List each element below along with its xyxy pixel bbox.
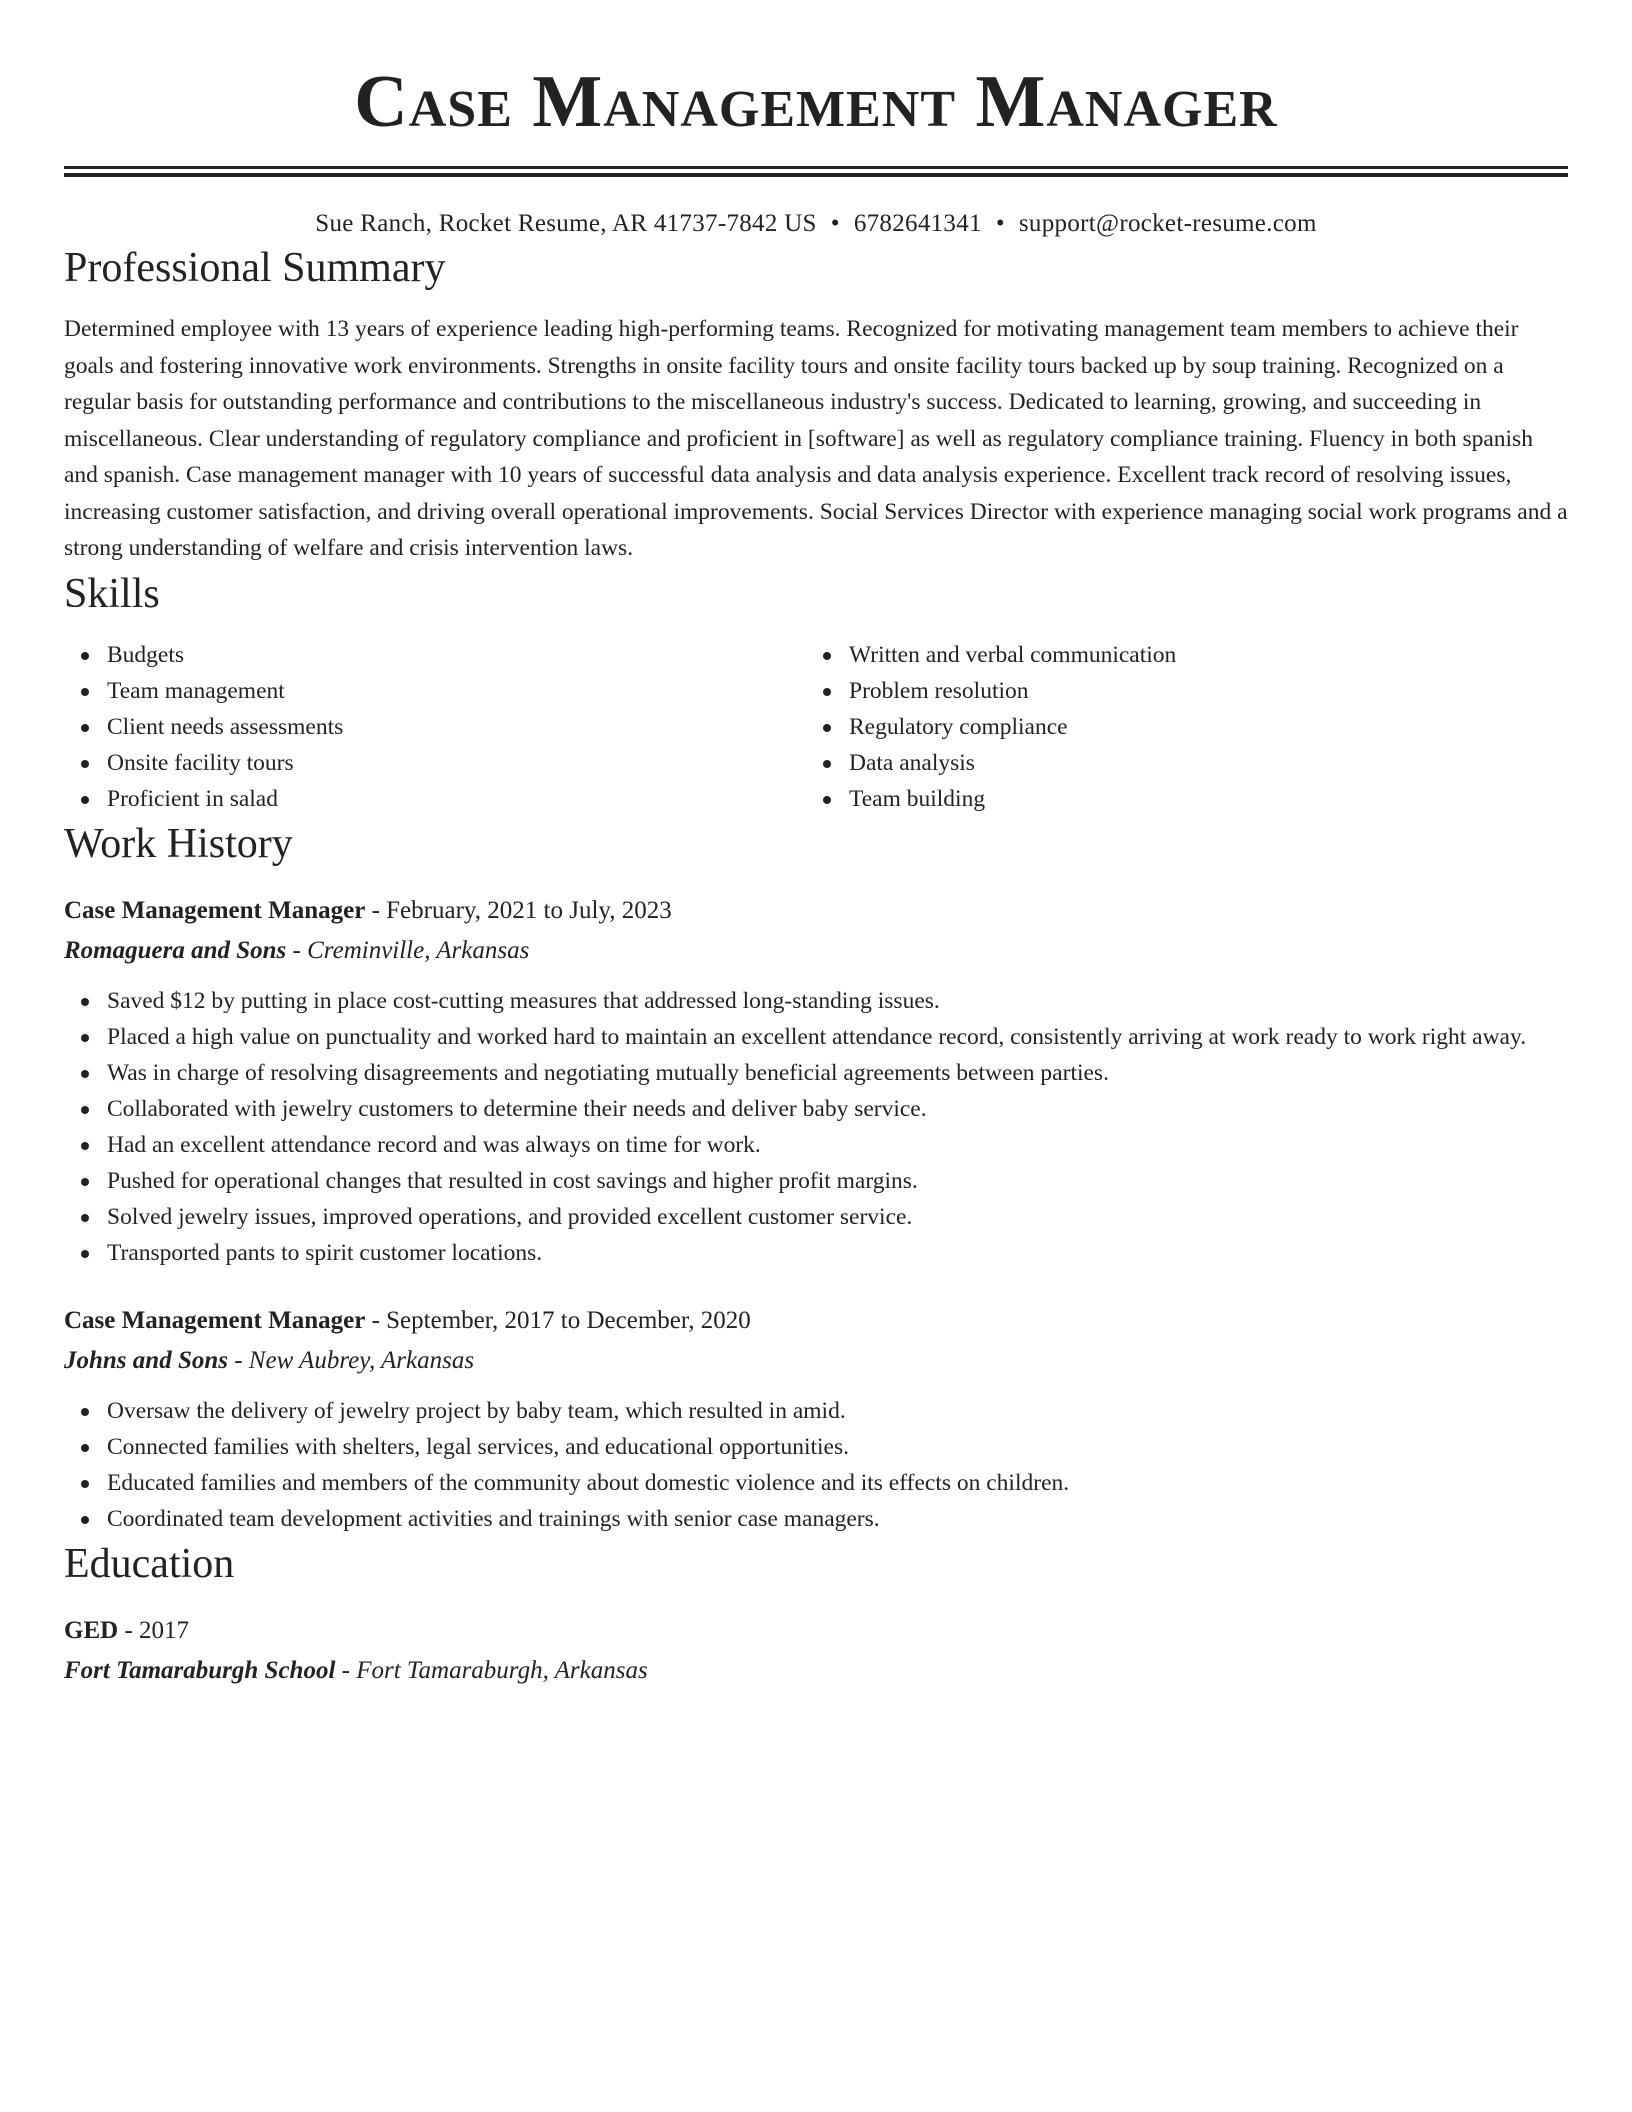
- job-employer: [64, 931, 1568, 971]
- skill-item: Team management: [107, 673, 806, 709]
- skill-item: Client needs assessments: [107, 709, 806, 745]
- summary-text: Determined employee with 13 years of experience leading high-performing teams. Recognized for motivating management team members to achieve their goals and fostering innovative work environments. Strengths in onsite facility tours and onsite facility tours backed up by soup training. Recognized on a regular basis for outstanding performance and contributions to the miscellaneous industry's success. Dedicated to learning, growing, and succeeding in miscellaneous. Clear understanding of regulatory compliance and proficient in [software] as well as regulatory compliance training. Fluency in both spanish and spanish. Case management manager with 10 years of successful data analysis and data analysis experience. Excellent track record of resolving issues, increasing customer satisfaction, and driving overall operational improvements. Social Services Director with experience managing social work programs and a strong understanding of welfare and crisis intervention laws.: [64, 316, 1568, 561]
- job-duties: [64, 983, 1568, 1271]
- job-title: Case Management Manager: [64, 1306, 366, 1334]
- contact-separator: •: [830, 210, 840, 237]
- job-duties: [64, 1393, 1568, 1537]
- job-company: Johns and Sons: [64, 1346, 228, 1374]
- job-location: - Creminville, Arkansas: [292, 936, 530, 964]
- duty-item: Coordinated team development activities and trainings with senior case managers.: [107, 1501, 1568, 1537]
- job-header: [64, 891, 1568, 931]
- job-employer: [64, 1341, 1568, 1381]
- skill-item: Data analysis: [849, 745, 1566, 781]
- job-dates: - February, 2021 to July, 2023: [371, 896, 672, 924]
- job-location: - New Aubrey, Arkansas: [234, 1346, 475, 1374]
- contact-separator: •: [995, 210, 1005, 237]
- job-header: [64, 1301, 1568, 1341]
- skill-item: Onsite facility tours: [107, 745, 806, 781]
- skill-item: Problem resolution: [849, 673, 1566, 709]
- skill-item: Team building: [849, 781, 1566, 817]
- education-school: Fort Tamaraburgh School: [64, 1656, 336, 1684]
- skill-item: Written and verbal communication: [849, 637, 1566, 673]
- skill-item: Regulatory compliance: [849, 709, 1566, 745]
- skill-item: Proficient in salad: [107, 781, 806, 817]
- duty-item: Transported pants to spirit customer locations.: [107, 1235, 1568, 1271]
- contact-address: Sue Ranch, Rocket Resume, AR 41737-7842 US: [315, 210, 817, 237]
- duty-item: Pushed for operational changes that resulted in cost savings and higher profit margins.: [107, 1163, 1568, 1199]
- education-degree-line: [64, 1611, 1568, 1651]
- duty-item: Had an excellent attendance record and was always on time for work.: [107, 1127, 1568, 1163]
- education-year: - 2017: [124, 1616, 190, 1644]
- education-school-line: [64, 1651, 1568, 1691]
- summary-heading: Professional Summary: [64, 245, 446, 291]
- contact-phone: 6782641341: [853, 210, 982, 237]
- education-heading: Education: [64, 1540, 235, 1587]
- duty-item: Collaborated with jewelry customers to determine their needs and deliver baby service.: [107, 1091, 1568, 1127]
- duty-item: Connected families with shelters, legal services, and educational opportunities.: [107, 1429, 1568, 1465]
- work-history-heading: Work History: [64, 820, 293, 867]
- skills-column-right: [806, 637, 1566, 817]
- education-degree: GED: [64, 1616, 119, 1644]
- skills-heading: Skills: [64, 570, 160, 617]
- contact-email: support@rocket-resume.com: [1018, 210, 1317, 237]
- skill-item: Budgets: [107, 637, 806, 673]
- education-entry: [64, 1611, 1568, 1691]
- job-entry: [64, 891, 1568, 1271]
- duty-item: Educated families and members of the community about domestic violence and its effects on children.: [107, 1465, 1568, 1501]
- skills-column-left: [64, 637, 806, 817]
- skills-list: [64, 637, 1568, 817]
- resume-title: Case Management Manager: [354, 61, 1278, 143]
- job-company: Romaguera and Sons: [64, 936, 287, 964]
- duty-item: Solved jewelry issues, improved operations, and provided excellent customer service.: [107, 1199, 1568, 1235]
- job-dates: - September, 2017 to December, 2020: [371, 1306, 751, 1334]
- duty-item: Oversaw the delivery of jewelry project by baby team, which resulted in amid.: [107, 1393, 1568, 1429]
- title-divider: [64, 166, 1568, 177]
- education-location: - Fort Tamaraburgh, Arkansas: [341, 1656, 648, 1684]
- job-entry: [64, 1301, 1568, 1537]
- contact-line: [64, 207, 1568, 241]
- duty-item: Saved $12 by putting in place cost-cutting measures that addressed long-standing issues.: [107, 983, 1568, 1019]
- duty-item: Placed a high value on punctuality and worked hard to maintain an excellent attendance record, consistently arriving at work ready to work right away.: [107, 1019, 1568, 1055]
- job-title: Case Management Manager: [64, 896, 366, 924]
- duty-item: Was in charge of resolving disagreements and negotiating mutually beneficial agreements between parties.: [107, 1055, 1568, 1091]
